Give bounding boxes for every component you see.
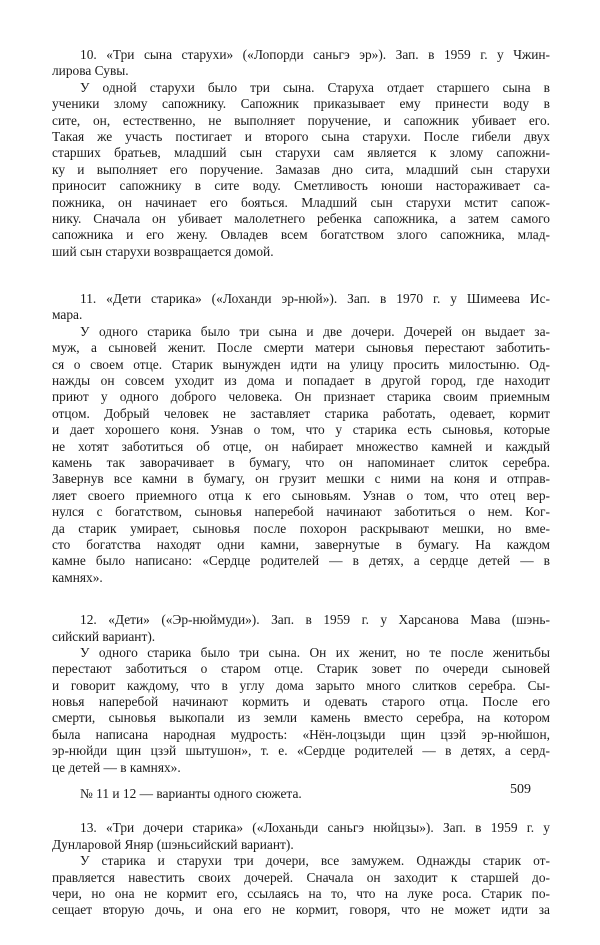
entry-summary-line: отцом. Добрый человек не заставляет старика работать, одевает, кормит bbox=[52, 405, 550, 421]
tale-entry bbox=[52, 820, 550, 918]
entry-heading-line: сийский вариант). bbox=[52, 628, 156, 644]
entry-summary-line: сещает вторую дочь, и она его не кормит, говоря, что не может идти за bbox=[52, 902, 550, 918]
entry-summary-line: новья наперебой начинают кормить и одевать старого отца. После его bbox=[52, 694, 550, 710]
entry-summary-line: пожника, он начинает его бояться. Младший сын старухи мстит сапож- bbox=[52, 194, 550, 210]
entry-summary-line: не хотят заботиться об отце, он набирает множество камней и каждый bbox=[52, 438, 550, 454]
entry-summary-line: Такая же участь постигает и второго сына старухи. После гибели двух bbox=[52, 128, 550, 144]
entry-summary-line: сапожника и его жену. Овладев всем богатством злого сапожника, млад- bbox=[52, 227, 550, 243]
entry-heading-line: 10. «Три сына старухи» («Лопорди саньгэ эр»). Зап. в 1959 г. у Чжин- bbox=[80, 47, 550, 62]
entry-heading-line: 11. «Дети старика» («Лоханди эр-нюй»). Зап. в 1970 г. у Шимеева Ис- bbox=[80, 291, 550, 307]
tale-entry bbox=[52, 612, 550, 776]
entry-summary-line: У одного старика было три сына. Он их женит, но те после женитьбы bbox=[80, 644, 550, 660]
entry-heading-line: 13. «Три дочери старика» («Лоханьди саньгэ нюйцзы»). Зап. в 1959 г. у bbox=[80, 820, 550, 836]
note-text: № 11 и 12 — варианты одного сюжета. bbox=[80, 786, 302, 802]
entry-summary-line: правляется навестить своих дочерей. Сначала он заходит к старшей до- bbox=[52, 869, 550, 885]
entry-summary-line: приют у одного доброго человека. Он признает старика своим приемным bbox=[52, 389, 550, 405]
editorial-note bbox=[52, 786, 550, 802]
entry-summary-line: чери, но она не кормит его, ссылаясь на то, что на луке роса. Старик по- bbox=[52, 885, 550, 901]
document-page bbox=[52, 47, 550, 945]
entry-summary-line: ся о своем отце. Старик вынужден идти на улицу просить милостыню. Од- bbox=[52, 356, 550, 372]
entry-summary-line: ший сын старухи возвращается домой. bbox=[52, 243, 274, 259]
entry-summary-line: муж, а сыновей женит. После смерти матери сыновья перестают заботить- bbox=[52, 340, 550, 356]
entry-summary-line: камнях». bbox=[52, 569, 103, 585]
entry-summary-line: ученики злому сапожнику. Сапожник приказывает ему принести воду в bbox=[52, 96, 550, 112]
entry-summary-line: приносит сапожнику в сите воду. Сметливость юноши настораживает са- bbox=[52, 178, 550, 194]
entry-summary-line: да старик умирает, сыновья после похорон раскрывают мешки, но вме- bbox=[52, 520, 550, 536]
entry-summary-line: ку и выполняет его поручение. Замазав дно сита, младший сын старухи bbox=[52, 161, 550, 177]
entry-summary-line: и говорит каждому, что в углу дома зарыто много слитков серебра. Сы- bbox=[52, 677, 550, 693]
entry-summary-line: нику. Сначала он убивает малолетнего ребенка сапожника, а затем самого bbox=[52, 210, 550, 226]
entry-summary-line: смерти, сыновья выкопали из земли камень вместо серебра, на котором bbox=[52, 710, 550, 726]
entry-summary-line: ляет своего приемного отца к его сыновьям. Узнав о том, что отец вер- bbox=[52, 487, 550, 503]
entry-summary-line: У одного старика было три сына и две дочери. Дочерей он выдает за- bbox=[80, 323, 550, 339]
entry-heading-line: 12. «Дети» («Эр-нюймуди»). Зап. в 1959 г. у Харсанова Мава (шэнь- bbox=[80, 612, 550, 628]
page-number: 509 bbox=[510, 782, 531, 797]
entry-summary-line: камне было написано: «Сердце родителей — в детях, а сердце детей — в bbox=[52, 553, 550, 569]
entry-summary-line: нажды он совсем уходит из дома и попадает в другой город, где находит bbox=[52, 373, 550, 389]
tale-entry bbox=[52, 291, 550, 586]
entry-heading-line: Дунларовой Яняр (шэньсийский вариант). bbox=[52, 836, 294, 852]
entry-summary-line: и дает хорошего коня. Узнав о том, что у старика есть сыновья, которые bbox=[52, 422, 550, 438]
entry-summary-line: У одной старухи было три сына. Старуха отдает старшего сына в bbox=[80, 79, 550, 95]
entry-summary-line: эр-нюйди щин цзэй шытушон», т. е. «Сердце родителей — в детях, а серд- bbox=[52, 743, 550, 759]
entry-summary-line: была написана народная мудрость: «Нён-лоцзыди щин цзэй эр-нюйшон, bbox=[52, 726, 550, 742]
entry-summary-line: старших братьев, младший сын старухи сам является к злому сапожни- bbox=[52, 145, 550, 161]
entry-summary-line: сите, он, естественно, не выполняет поручение, и сапожник убивает его. bbox=[52, 112, 550, 128]
entry-summary-line: нулся с богатством, сыновья наперебой начинают заботиться о нем. Ког- bbox=[52, 504, 550, 520]
entry-summary-line: Завернув все камни в бумагу, он грузит мешки с ними на коня и отправ- bbox=[52, 471, 550, 487]
entry-summary-line: перестают заботиться о старом отце. Старик зовет по очереди сыновей bbox=[52, 661, 550, 677]
entry-summary-line: це детей — в камнях». bbox=[52, 759, 181, 775]
entry-heading-line: лирова Сувы. bbox=[52, 63, 129, 79]
entry-summary-line: У старика и старухи три дочери, все замужем. Однажды старик от- bbox=[80, 853, 550, 869]
entry-heading-line: мара. bbox=[52, 307, 83, 323]
entry-summary-line: сто богатства находят одни камни, завернутые в бумагу. На каждом bbox=[52, 536, 550, 552]
entry-summary-line: камень так заворачивает в бумагу, что он напоминает слиток серебра. bbox=[52, 454, 550, 470]
tale-entry bbox=[52, 47, 550, 260]
